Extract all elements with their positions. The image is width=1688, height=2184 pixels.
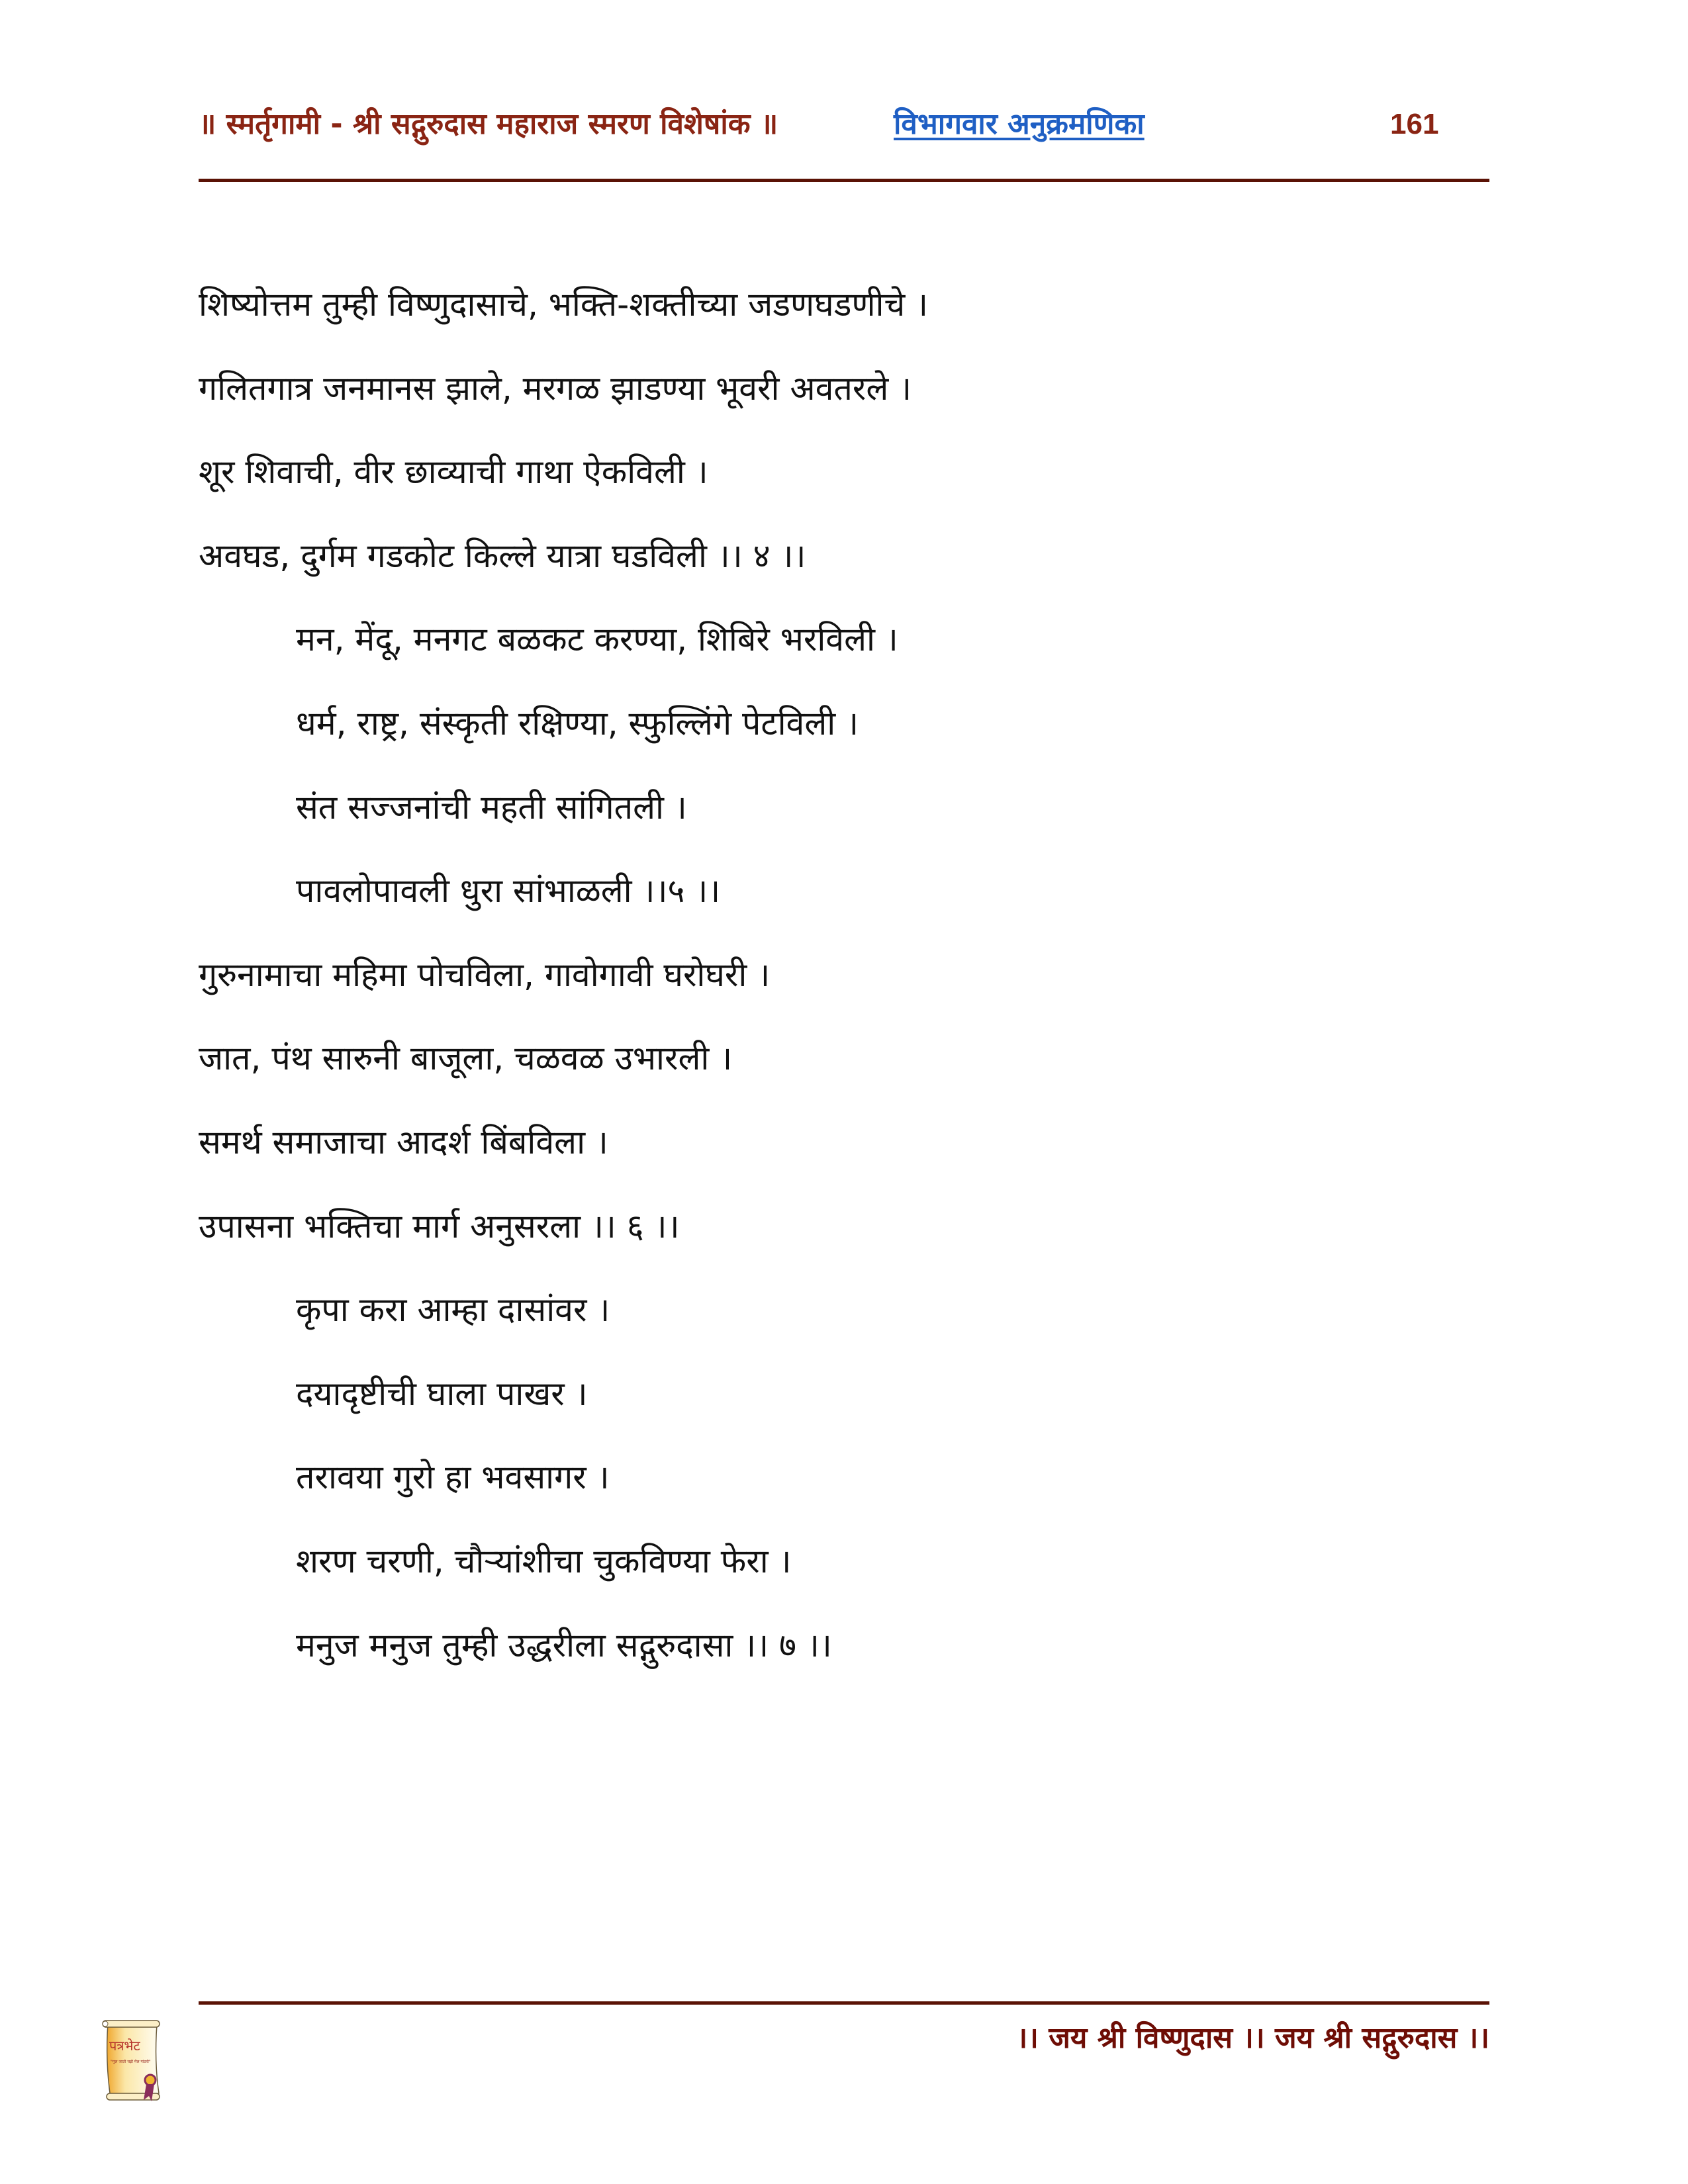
poem-line: धर्म, राष्ट्र, संस्कृती रक्षिण्या, स्फुल्लिंगे पेटविली ।: [296, 704, 859, 743]
header-divider: [199, 179, 1489, 182]
page-header: [199, 98, 1489, 151]
poem-line: कृपा करा आम्हा दासांवर ।: [296, 1291, 610, 1330]
poem-line: गलितगात्र जनमानस झाले, मरगळ झाडण्या भूवरी अवतरले ।: [199, 369, 912, 408]
poem-line: मन, मेंदू, मनगट बळकट करण्या, शिबिरे भरविली ।: [296, 620, 898, 659]
patrabhet-logo: [96, 2015, 169, 2108]
poem-line: शरण चरणी, चौऱ्यांशीचा चुकविण्या फेरा ।: [296, 1541, 792, 1580]
section-index-link[interactable]: विभागवार अनुक्रमणिका: [894, 107, 1145, 141]
poem-line: दयादृष्टीची घाला पाखर ।: [296, 1374, 588, 1413]
poem-line: पावलोपावली धुरा सांभाळली ।।५ ।।: [296, 872, 721, 911]
logo-label: पत्रभेट: [109, 2038, 140, 2054]
logo-tagline: "मूल जातो चढ़ो मेल गांठरो": [111, 2060, 151, 2064]
poem-line: उपासना भक्तिचा मार्ग अनुसरला ।। ६ ।।: [199, 1206, 680, 1246]
poem-line: अवघड, दुर्गम गडकोट किल्ले यात्रा घडविली ।। ४ ।।: [199, 536, 806, 575]
publication-title: ॥ स्मर्तृगामी - श्री सद्गुरुदास महाराज स्मरण विशेषांक ॥: [199, 107, 778, 141]
poem-line: जात, पंथ सारुनी बाजूला, चळवळ उभारली ।: [199, 1039, 733, 1078]
poem-line: मनुज मनुज तुम्ही उद्धरीला सद्गुरुदासा ।। ७ ।।: [296, 1625, 832, 1664]
footer-divider: [199, 2001, 1489, 2005]
poem-line: संत सज्जनांची महती सांगितली ।: [296, 788, 687, 827]
poem-line: शिष्योत्तम तुम्ही विष्णुदासाचे, भक्ति-शक्तीच्या जडणघडणीचे ।: [199, 285, 929, 324]
page-number: 161: [1390, 108, 1439, 140]
footer-salutation: ।। जय श्री विष्णुदास ।। जय श्री सद्गुरुदास ।।: [1016, 2021, 1489, 2055]
poem-line: तरावया गुरो हा भवसागर ।: [296, 1458, 610, 1497]
poem-body: [199, 271, 1489, 1696]
poem-line: समर्थ समाजाचा आदर्श बिंबविला ।: [199, 1122, 608, 1161]
poem-line: शूर शिवाची, वीर छाव्याची गाथा ऐकविली ।: [199, 453, 708, 492]
poem-line: गुरुनामाचा महिमा पोचविला, गावोगावी घरोघरी ।: [199, 955, 771, 994]
